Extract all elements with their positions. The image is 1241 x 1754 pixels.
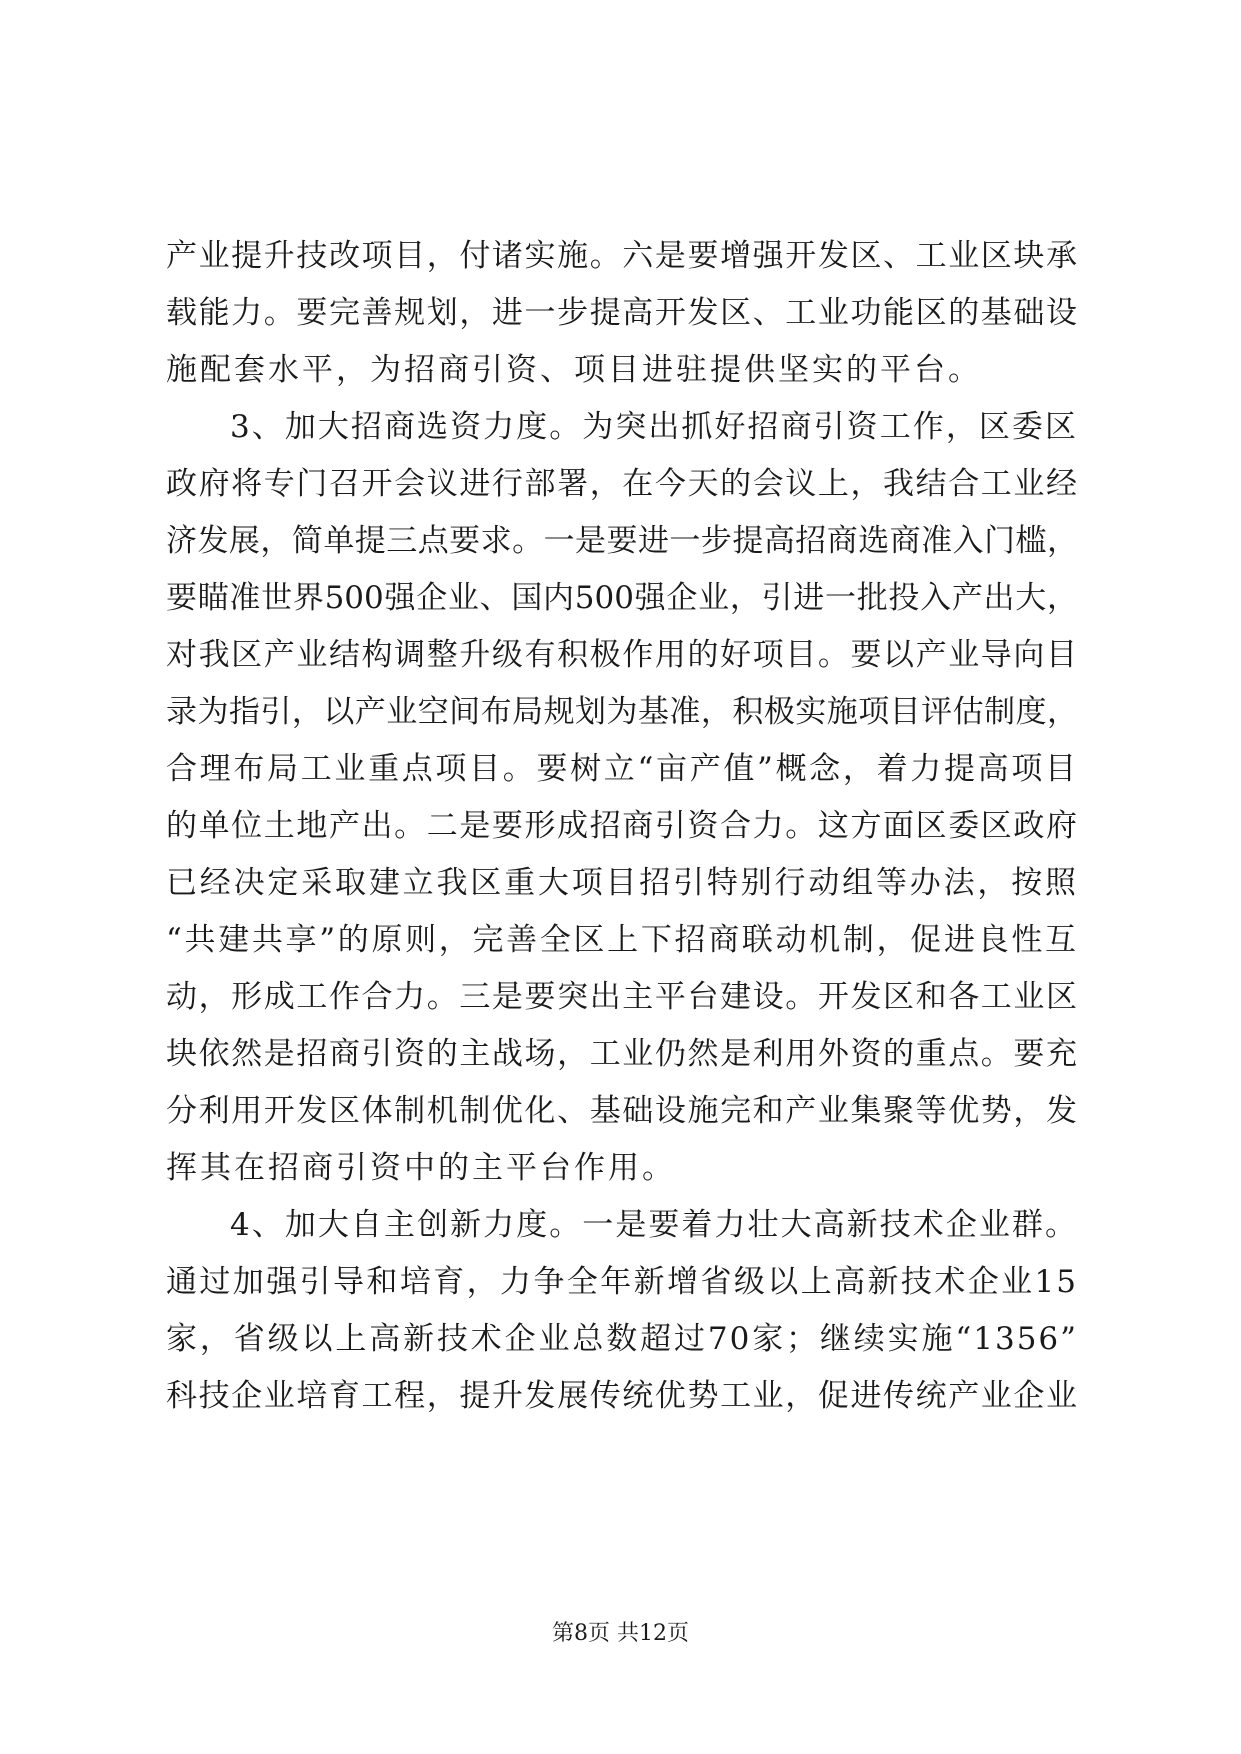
text-line: 政府将专门召开会议进行部署，在今天的会议上，我结合工业经 [166,466,1078,502]
text-line: 要瞄准世界500强企业、国内500强企业，引进一批投入产出大， [166,580,1078,616]
page-number-footer: 第8页 共12页 [552,1621,689,1646]
text-line: 动，形成工作合力。三是要突出主平台建设。开发区和各工业区 [166,979,1078,1015]
text-line: 已经决定采取建立我区重大项目招引特别行动组等办法，按照 [166,865,1078,901]
text-line: 济发展，简单提三点要求。一是要进一步提高招商选商准入门槛， [166,523,1078,559]
text-line: 4、加大自主创新力度。一是要着力壮大高新技术企业群。 [230,1207,1078,1243]
text-line: 通过加强引导和培育，力争全年新增省级以上高新技术企业15 [166,1264,1078,1300]
text-line: 合理布局工业重点项目。要树立“亩产值”概念，着力提高项目 [166,751,1078,787]
text-line: 录为指引，以产业空间布局规划为基准，积极实施项目评估制度， [166,694,1078,730]
text-line: “共建共享”的原则，完善全区上下招商联动机制，促进良性互 [166,922,1078,958]
text-line: 家，省级以上高新技术企业总数超过70家；继续实施“1356” [166,1321,1078,1357]
text-line: 科技企业培育工程，提升发展传统优势工业，促进传统产业企业 [166,1378,1078,1414]
body-text [166,228,1078,1425]
text-line: 3、加大招商选资力度。为突出抓好招商引资工作，区委区 [230,409,1078,445]
text-line: 载能力。要完善规划，进一步提高开发区、工业功能区的基础设 [166,295,1078,331]
text-line: 挥其在招商引资中的主平台作用。 [166,1150,676,1186]
text-line: 分利用开发区体制机制优化、基础设施完和产业集聚等优势，发 [166,1093,1078,1129]
text-line: 的单位土地产出。二是要形成招商引资合力。这方面区委区政府 [166,808,1078,844]
text-line: 块依然是招商引资的主战场，工业仍然是利用外资的重点。要充 [166,1036,1078,1072]
text-line: 产业提升技改项目，付诸实施。六是要增强开发区、工业区块承 [166,238,1078,274]
text-line: 施配套水平，为招商引资、项目进驻提供坚实的平台。 [166,352,982,388]
text-line: 对我区产业结构调整升级有积极作用的好项目。要以产业导向目 [166,637,1078,673]
